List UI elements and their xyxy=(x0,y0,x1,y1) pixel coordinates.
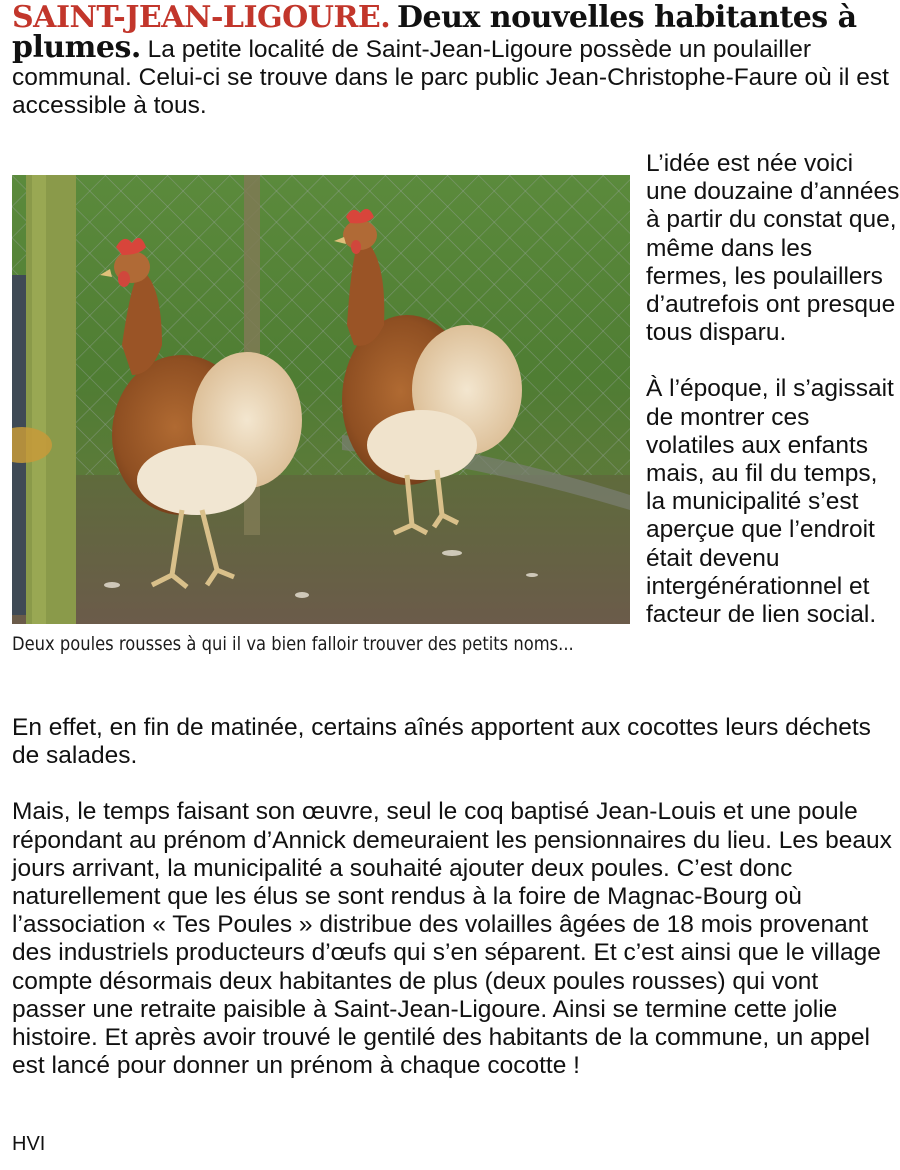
photo-figure xyxy=(12,175,630,658)
body-paragraph-2: Mais, le temps faisant son œuvre, seul le coq baptisé Jean-Louis et une poule répondant au prénom d’Annick demeuraient les pensionnaires du lieu. Les beaux jours arrivant, la municipalité a souhaité ajouter deux poules. C’est donc naturellement que les élus se sont rendus à la foire de Magnac-Bourg où l’association « Tes Poules » distribue des volailles âgées de 18 mois provenant des industriels producteurs d’œufs qui s’en séparent. Et c’est ainsi que le village compte désormais deux habitantes de plus (deux poules rousses) qui vont passer une retraite paisible à Saint-Jean-Ligoure. Ainsi se termine cette jolie histoire. Et après avoir trouvé le gentilé des habitants de la commune, un appel est lancé pour donner un prénom à chaque cocotte ! xyxy=(12,798,892,1080)
photo-caption: Deux poules rousses à qui il va bien falloir trouver des petits noms... xyxy=(12,633,574,655)
kicker-place: SAINT-JEAN-LIGOURE. xyxy=(12,0,391,35)
side-paragraph-1: L’idée est née voici une douzaine d’années à partir du constat que, même dans les fermes, les poulaillers d’autrefois ont presque tous disparu. xyxy=(646,150,900,347)
body-column xyxy=(12,714,892,1080)
article-header xyxy=(12,0,892,120)
side-column xyxy=(646,150,900,629)
article-lede xyxy=(12,0,892,120)
body-paragraph-1: En effet, en fin de matinée, certains aînés apportent aux cocottes leurs déchets de salades. xyxy=(12,714,871,770)
kicker-headline: Deux nouvelles habitantes à plumes. xyxy=(12,0,857,65)
side-paragraph-2: À l’époque, il s’agissait de montrer ces volatiles aux enfants mais, au fil du temps, la municipalité s’est aperçue que l’endroit était devenu intergénérationnel et facteur de lien social. xyxy=(646,375,894,629)
lede-text: La petite localité de Saint-Jean-Ligoure possède un poulailler communal. Celui-ci se trouve dans le parc public Jean-Christophe-Faure où il est accessible à tous. xyxy=(12,36,889,119)
byline: HVI xyxy=(12,1133,46,1155)
hens-photo xyxy=(12,175,630,624)
